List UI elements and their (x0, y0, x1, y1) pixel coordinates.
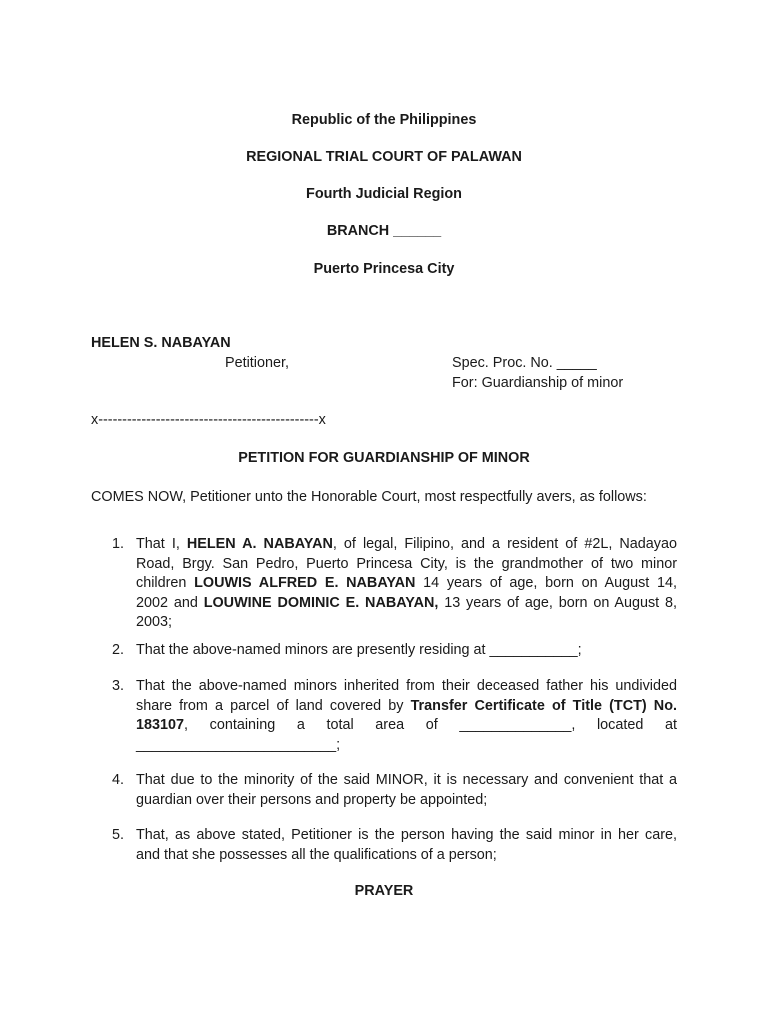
petitioner-name: HELEN S. NABAYAN (91, 335, 231, 351)
list-item-line (136, 846, 677, 866)
text-run: guardian over their persons and property be appointed; (136, 791, 488, 808)
header-region: Fourth Judicial Region (306, 186, 462, 202)
text-run: _________________________; (136, 736, 341, 753)
text-run: , of legal, Filipino, and a resident of #2L, Nadayao (332, 536, 677, 552)
bold-text: HELEN A. NABAYAN (186, 536, 333, 552)
list-item-line (136, 736, 677, 756)
petitioner-role: Petitioner, (225, 355, 289, 371)
header-city: Puerto Princesa City (313, 261, 455, 277)
text-run: share from a parcel of land covered by (136, 697, 411, 714)
text-run: and that she possesses all the qualifications of a person; (136, 846, 497, 863)
bold-text: 183107 (136, 717, 185, 733)
list-item-number: 3. (112, 678, 125, 694)
list-item-line (136, 771, 677, 791)
list-item-line (136, 791, 677, 811)
text-run: That, as above stated, Petitioner is the person having the said minor in her care, (136, 827, 677, 843)
list-item-line (136, 535, 677, 555)
bold-text: Transfer Certificate of Title (TCT) No. (410, 697, 677, 714)
list-item-line (136, 641, 677, 661)
list-item-line (136, 677, 677, 697)
petition-title: PETITION FOR GUARDIANSHIP OF MINOR (238, 450, 530, 466)
text-run: That the above-named minors inherited from their deceased father his undivided (136, 678, 677, 694)
list-item (136, 641, 677, 661)
list-item-number: 4. (112, 772, 125, 788)
list-item-number: 2. (112, 642, 125, 658)
text-run: 13 years of age, born on August 8, (438, 594, 678, 611)
intro-paragraph: COMES NOW, Petitioner unto the Honorable Court, most respectfully avers, as follows: (91, 489, 647, 505)
list-item (136, 535, 677, 633)
header-court: REGIONAL TRIAL COURT OF PALAWAN (246, 149, 522, 165)
caption-separator: x----------------------------------------------x (91, 412, 326, 428)
list-item-line (136, 613, 677, 633)
header-branch: BRANCH ______ (326, 223, 442, 239)
text-run: 14 years of age, born on August 14, (415, 575, 677, 591)
list-item-number: 5. (112, 827, 125, 843)
list-item-line (136, 594, 677, 614)
text-run: That I, (136, 536, 187, 552)
text-run: 2002 and (136, 594, 204, 611)
text-run: children (136, 575, 195, 591)
case-subject: For: Guardianship of minor (452, 375, 624, 391)
text-run: That the above-named minors are presently residing at ___________; (136, 642, 582, 658)
list-item (136, 826, 677, 865)
case-number: Spec. Proc. No. _____ (452, 355, 597, 371)
list-item-line (136, 697, 677, 717)
bold-text: LOUWIS ALFRED E. NABAYAN (194, 575, 416, 591)
list-item-line (136, 574, 677, 594)
list-item-line (136, 555, 677, 575)
text-run: 2003; (136, 614, 173, 630)
list-item (136, 771, 677, 810)
text-run: Road, Brgy. San Pedro, Puerto Princesa City, is the grandmother of two minor (136, 555, 677, 572)
bold-text: LOUWINE DOMINIC E. NABAYAN, (203, 594, 439, 611)
text-run: , containing a total area of ______________, located at (184, 717, 677, 733)
list-item-line (136, 826, 677, 846)
list-item-number: 1. (112, 536, 125, 552)
prayer-heading: PRAYER (354, 883, 414, 899)
list-item-line (136, 716, 677, 736)
text-run: That due to the minority of the said MINOR, it is necessary and convenient that a (136, 772, 677, 788)
header-republic: Republic of the Philippines (291, 112, 477, 128)
list-item (136, 677, 677, 755)
